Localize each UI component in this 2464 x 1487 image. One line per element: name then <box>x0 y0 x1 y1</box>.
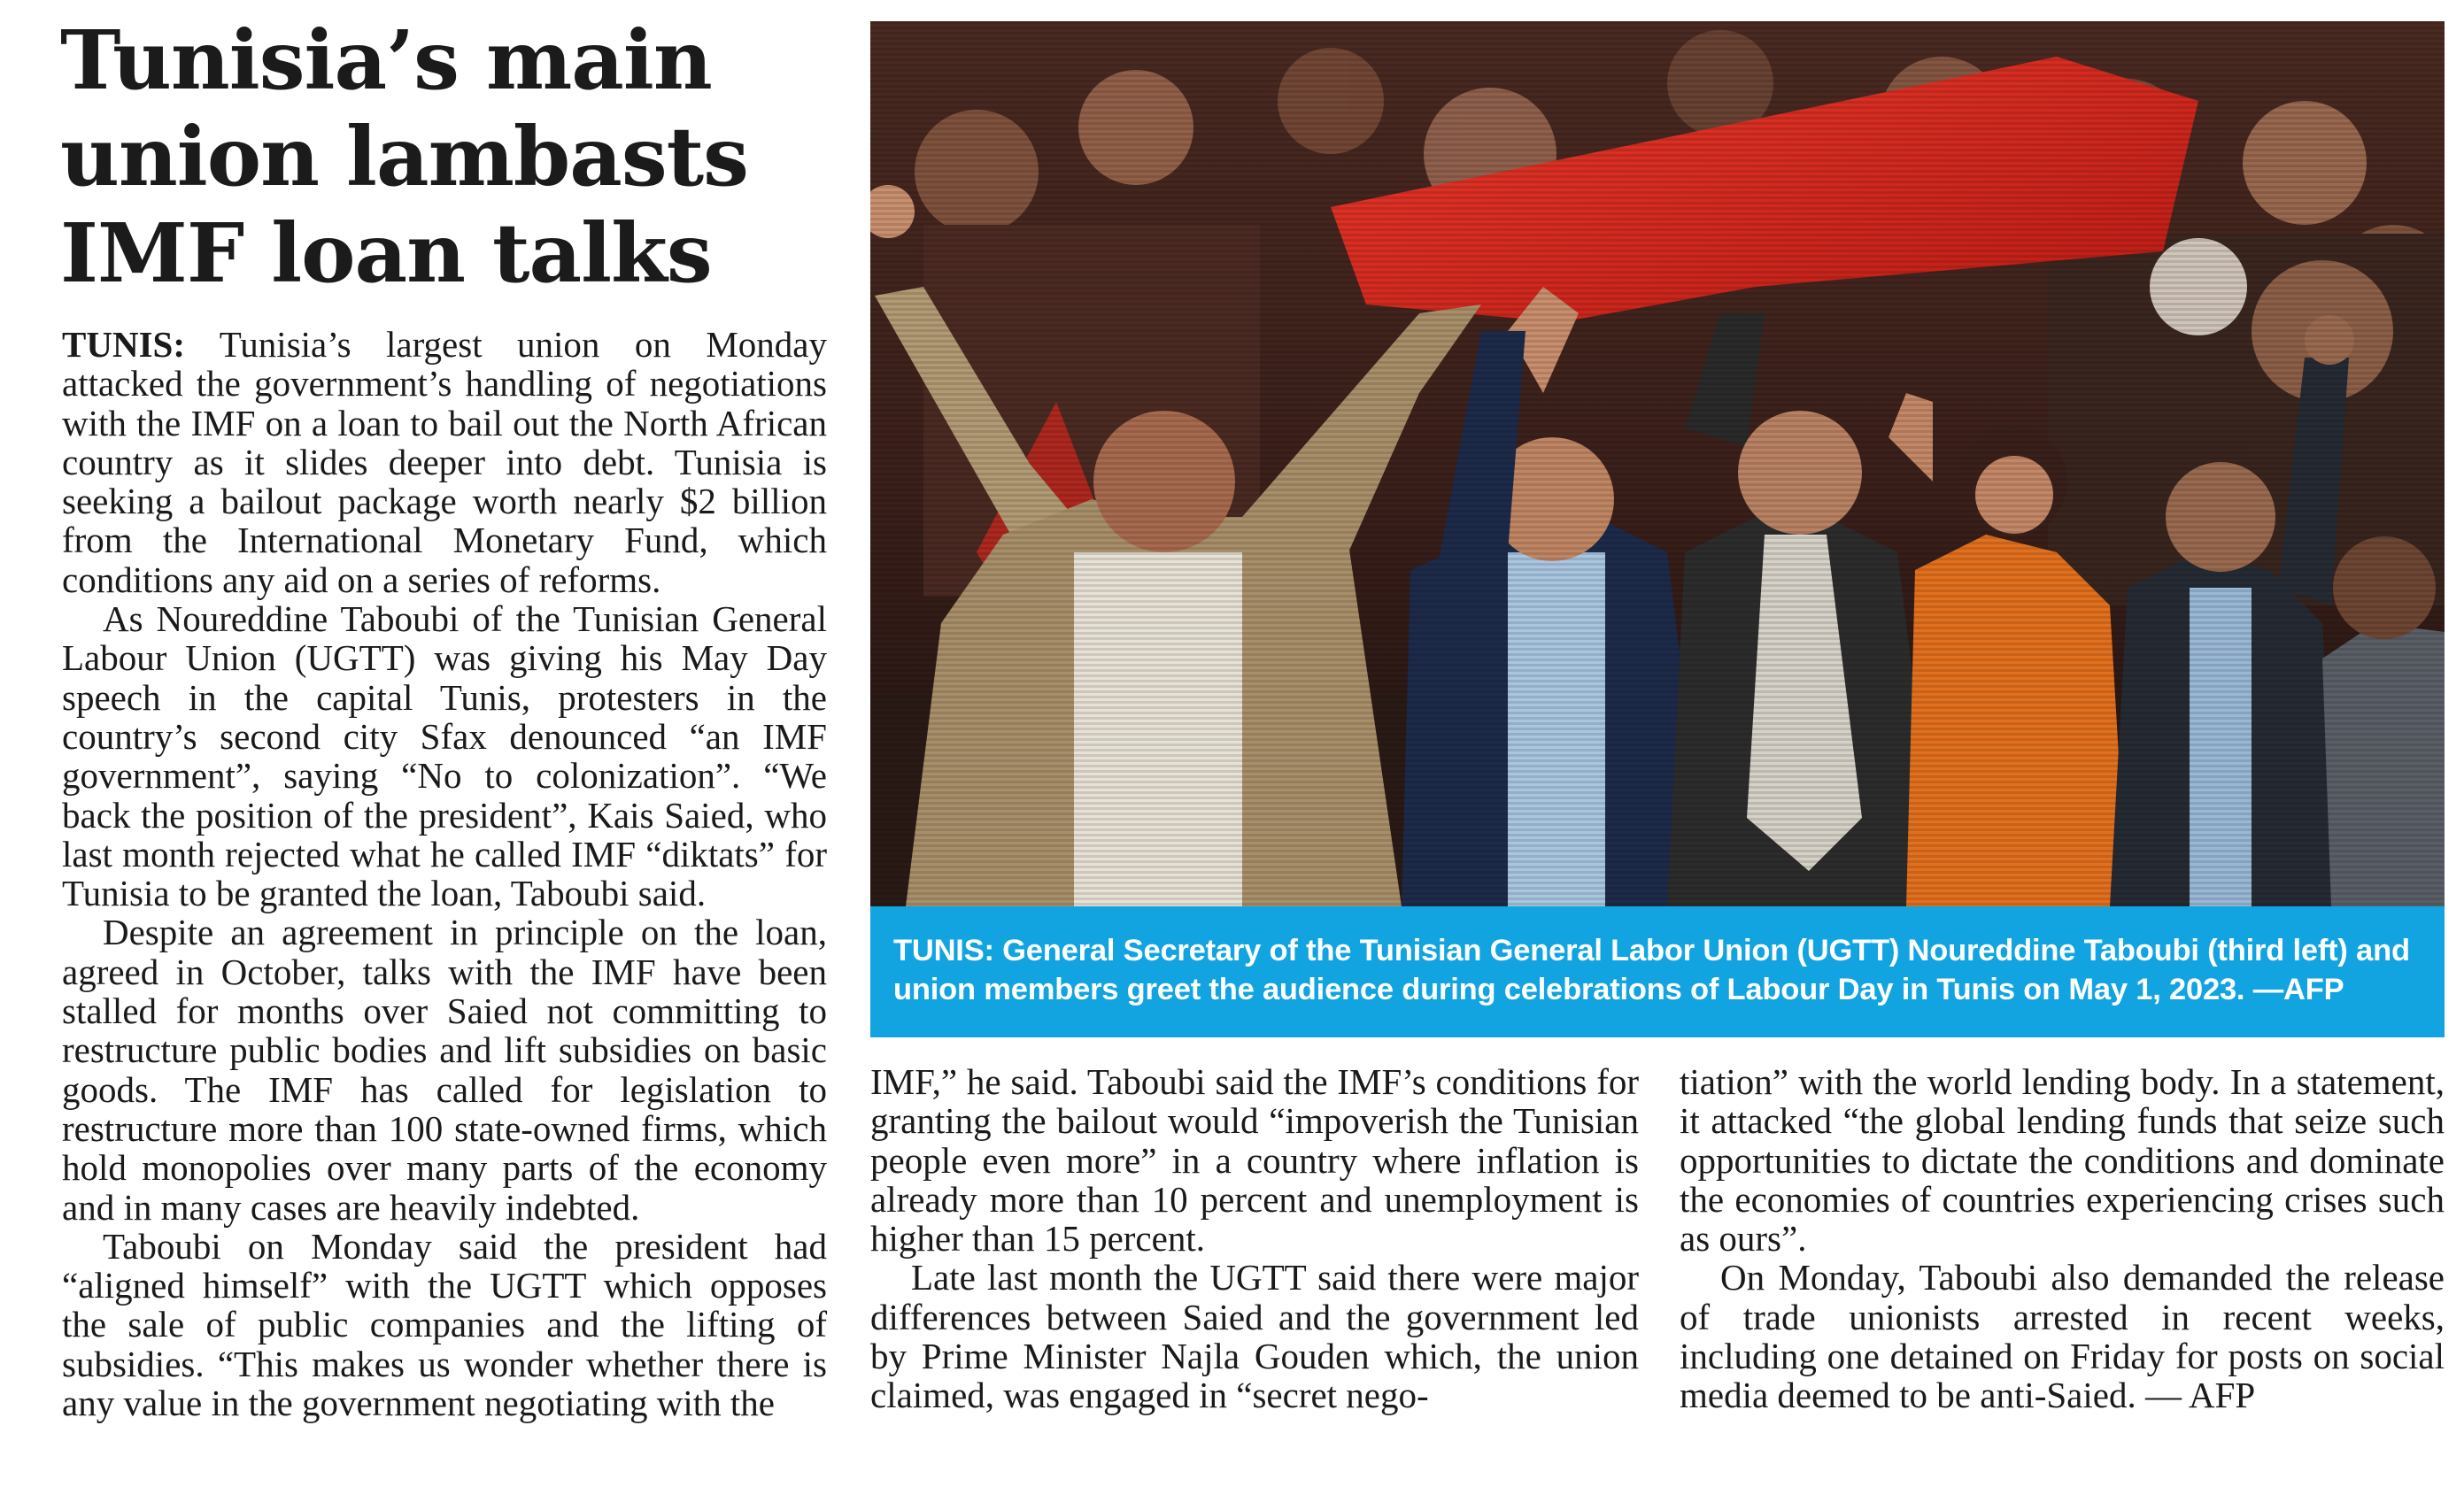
news-photo <box>870 21 2445 906</box>
paragraph-text: Tunisia’s largest union on Monday attacked the government’s handling of negotiations with the IMF on a loan to bail out the North African country as it slides deeper into debt. Tunisia is seeking a bailout package worth nearly $2 billion from the International Monetary Fund, which conditions any aid on a series of reforms. <box>62 324 827 600</box>
paragraph: tiation” with the world lending body. In a statement, it attacked “the global lending funds that seize such opportunities to dictate the conditions and dominate the economies of countries experiencing crises such as ours”. <box>1680 1061 2445 1260</box>
article-column-2 <box>870 1062 1639 1434</box>
photo-illustration <box>870 21 2445 906</box>
dateline: TUNIS: <box>62 324 185 365</box>
photo-caption: TUNIS: General Secretary of the Tunisian General Labor Union (UGTT) Noureddine Taboubi (third left) and union members greet the audience during celebrations of Labour Day in Tunis on May 1, 2023. —AFP <box>870 906 2445 1037</box>
article-column-3 <box>1680 1062 2445 1434</box>
paragraph: Late last month the UGTT said there were major differences between Saied and the government led by Prime Minister Najla Gouden which, the union claimed, was engaged in “secret nego- <box>870 1257 1639 1416</box>
article-column-1 <box>62 325 827 1431</box>
paragraph: Despite an agreement in principle on the loan, agreed in October, talks with the IMF have been stalled for months over Saied not committing to restructure public bodies and lift subsidies on basic goods. The IMF has called for legislation to restructure more than 100 state-owned firms, which hold monopolies over many parts of the economy and in many cases are heavily indebted. <box>62 912 827 1228</box>
article-headline: Tunisia’s main union lambasts IMF loan talks <box>60 12 748 301</box>
paragraph: On Monday, Taboubi also demanded the release of trade unionists arrested in recent weeks, including one detained on Friday for posts on social media deemed to be anti-Saied. — AFP <box>1680 1257 2445 1416</box>
paragraph <box>62 325 827 599</box>
paragraph: Taboubi on Monday said the president had “aligned himself” with the UGTT which opposes the sale of public companies and the lifting of subsidies. “This makes us wonder whether there is any value in the government negotiating with the <box>62 1225 827 1424</box>
paragraph: As Noureddine Taboubi of the Tunisian General Labour Union (UGTT) was giving his May Day speech in the capital Tunis, protesters in the country’s second city Sfax denounced “an IMF government”, saying “No to colonization”. “We back the position of the president”, Kais Saied, who last month rejected what he called IMF “diktats” for Tunisia to be granted the loan, Taboubi said. <box>62 598 827 914</box>
paragraph: IMF,” he said. Taboubi said the IMF’s conditions for granting the bailout would “impoverish the Tunisian people even more” in a country where inflation is already more than 10 percent and unemployment is higher than 15 percent. <box>870 1061 1639 1260</box>
